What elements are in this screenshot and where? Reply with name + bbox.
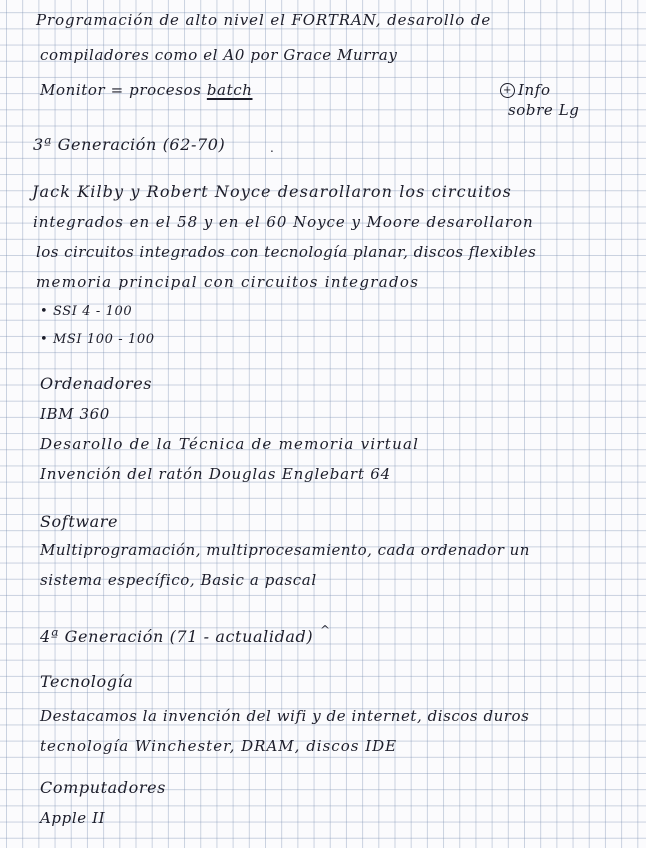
list-item: • SSI 4 - 100 bbox=[40, 304, 133, 319]
caret-mark: ^ bbox=[320, 623, 331, 637]
circled-plus-icon: + bbox=[500, 83, 515, 98]
note-line: compiladores como el A0 por Grace Murray bbox=[40, 46, 398, 64]
note-line: Multiprogramación, multiprocesamiento, cada ordenador un bbox=[40, 541, 530, 559]
side-note bbox=[500, 80, 551, 100]
underlined-word: batch bbox=[206, 81, 253, 99]
note-text: Monitor = procesos bbox=[40, 81, 207, 99]
note-line: tecnología Winchester, DRAM, discos IDE bbox=[40, 737, 398, 755]
note-line: Invención del ratón Douglas Englebart 64 bbox=[40, 465, 391, 483]
note-line: Desarollo de la Técnica de memoria virtual bbox=[40, 435, 420, 453]
section-heading: 4ª Generación (71 - actualidad) bbox=[40, 627, 314, 646]
side-note-text: Info bbox=[518, 81, 551, 99]
side-note: sobre Lg bbox=[508, 101, 580, 119]
note-line: Jack Kilby y Robert Noyce desarollaron los circuitos bbox=[32, 182, 512, 201]
note-line bbox=[40, 80, 253, 100]
section-heading: Computadores bbox=[40, 778, 166, 797]
note-line: IBM 360 bbox=[40, 405, 110, 423]
section-heading: Software bbox=[40, 512, 119, 531]
note-line: Apple II bbox=[40, 809, 106, 827]
note-line: integrados en el 58 y en el 60 Noyce y Moore desarollaron bbox=[33, 213, 534, 231]
note-line: sistema específico, Basic a pascal bbox=[40, 571, 317, 589]
section-heading: Ordenadores bbox=[40, 374, 153, 393]
list-item: • MSI 100 - 100 bbox=[40, 332, 155, 347]
note-line: los circuitos integrados con tecnología planar, discos flexibles bbox=[36, 243, 537, 261]
note-line: Destacamos la invención del wifi y de internet, discos duros bbox=[40, 707, 530, 725]
section-heading: 3ª Generación (62-70) bbox=[33, 135, 226, 154]
dot-mark: . bbox=[270, 141, 274, 155]
note-line: memoria principal con circuitos integrados bbox=[36, 273, 420, 291]
note-line: Programación de alto nivel el FORTRAN, desarollo de bbox=[36, 11, 492, 29]
section-heading: Tecnología bbox=[40, 672, 134, 691]
